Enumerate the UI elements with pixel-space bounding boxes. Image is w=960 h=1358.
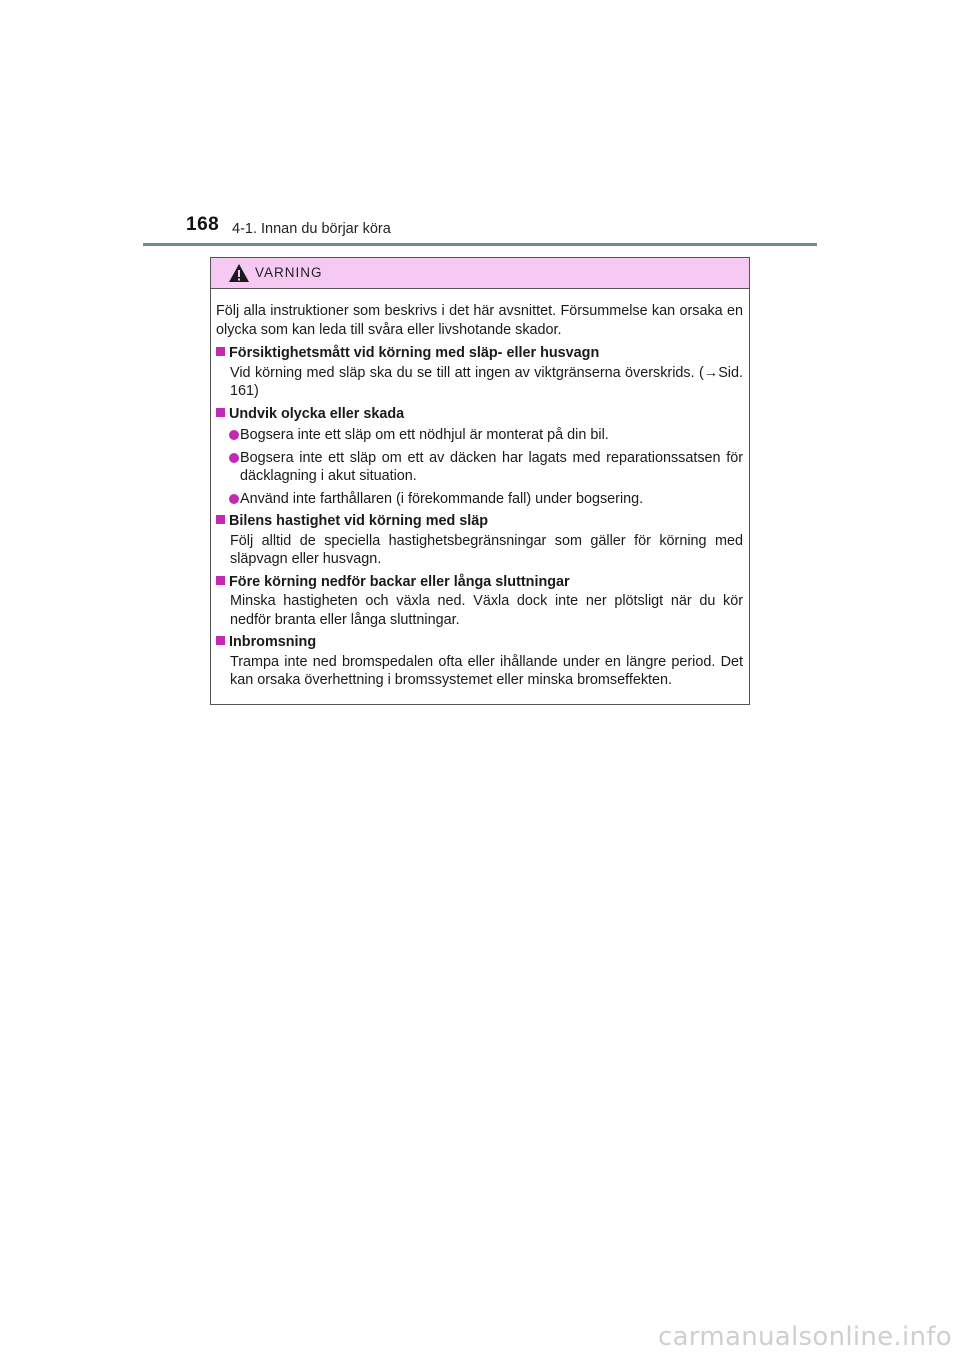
section-text: Vid körning med släp ska du se till att ingen av viktgränserna överskrids. (→Sid. 161) (230, 364, 743, 399)
section-heading (216, 405, 743, 424)
warning-intro: Följ alla instruktioner som beskrivs i det här avsnittet. Försummelse kan orsaka en olycka som kan leda till svåra eller livshotande skador. (216, 303, 743, 338)
section-heading (216, 512, 743, 531)
square-bullet-icon (216, 636, 225, 645)
list-item-text: Använd inte farthållaren (i förekommande fall) under bogsering. (240, 490, 644, 507)
section-heading-text: Bilens hastighet vid körning med släp (229, 513, 489, 529)
warning-label: VARNING (255, 265, 323, 280)
square-bullet-icon (216, 576, 225, 585)
section-heading (216, 573, 743, 592)
list-item (216, 449, 743, 486)
list-item (216, 426, 743, 445)
square-bullet-icon (216, 347, 225, 356)
section-heading-text: Försiktighetsmått vid körning med släp- eller husvagn (229, 345, 600, 361)
square-bullet-icon (216, 408, 225, 417)
section-heading-text: Inbromsning (229, 634, 317, 650)
header-rule (143, 243, 817, 246)
page-number: 168 (186, 214, 220, 235)
section-text: Trampa inte ned bromspedalen ofta eller ihållande under en längre period. Det kan orsaka överhettning i bromssystemet eller minska bromseffekten. (230, 653, 743, 688)
section-heading-text: Före körning nedför backar eller långa sluttningar (229, 573, 570, 590)
warning-body (211, 289, 749, 690)
section-vehicle-speed (216, 512, 743, 569)
section-text: Minska hastigheten och växla ned. Växla dock inte ner plötsligt när du kör nedför branta eller långa sluttningar. (230, 593, 743, 628)
warning-triangle-icon (228, 263, 250, 283)
square-bullet-icon (216, 515, 225, 524)
chapter-title: 4-1. Innan du börjar köra (232, 221, 391, 237)
warning-header (211, 258, 749, 289)
list-item-text: Bogsera inte ett släp om ett av däcken har lagats med reparationssatsen för däcklagning i akut situation. (240, 449, 743, 484)
warning-box (210, 257, 750, 705)
section-braking (216, 633, 743, 690)
circle-bullet-icon (229, 453, 239, 463)
section-heading (216, 344, 743, 363)
section-text: Följ alltid de speciella hastighetsbegränsningar som gäller för körning med släpvagn eller husvagn. (230, 532, 743, 567)
list-item (216, 490, 743, 509)
section-downhill (216, 573, 743, 630)
section-heading (216, 633, 743, 652)
circle-bullet-icon (229, 430, 239, 440)
section-towing-precautions (216, 344, 743, 401)
list-item-text: Bogsera inte ett släp om ett nödhjul är monterat på din bil. (240, 427, 609, 443)
section-avoid-accident (216, 405, 743, 509)
circle-bullet-icon (229, 494, 239, 504)
section-heading-text: Undvik olycka eller skada (229, 405, 405, 422)
watermark: carmanualsonline.info (657, 1322, 952, 1352)
